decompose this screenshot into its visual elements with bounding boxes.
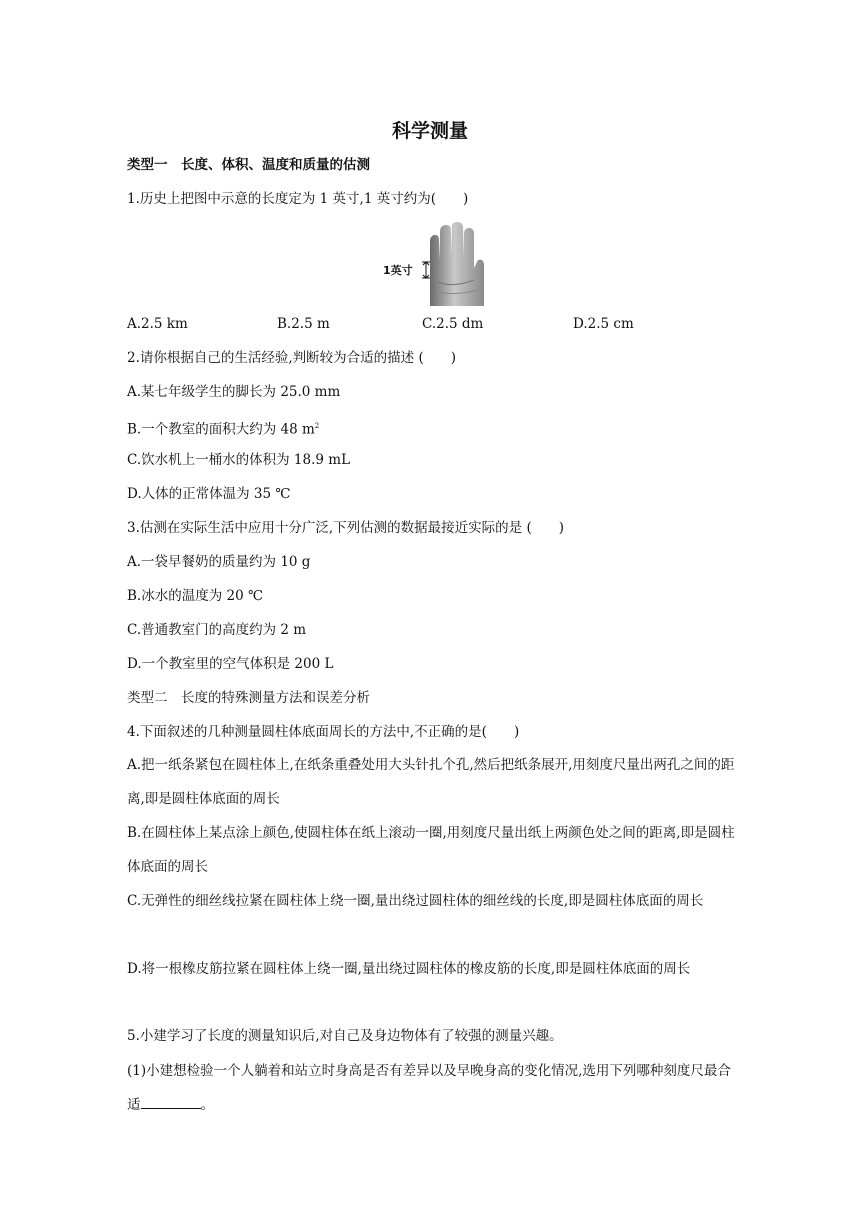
q4-option-d: D.将一根橡皮筋拉紧在圆柱体上绕一圈,量出绕过圆柱体的橡皮筋的长度,即是圆柱体底面的周长 xyxy=(127,961,691,977)
section-heading-1: 类型一 长度、体积、温度和质量的估测 xyxy=(127,157,370,173)
q5-sub1-text: (1)小建想检验一个人躺着和站立时身高是否有差异以及早晚身高的变化情况,选用下列哪种刻度尺最合适 xyxy=(127,1063,731,1113)
figure-label-1-inch: 1英寸 xyxy=(383,264,413,277)
question-5-stem: 5.小建学习了长度的测量知识后,对自己及身边物体有了较强的测量兴趣。 xyxy=(127,1028,563,1044)
q3-option-c: C.普通教室门的高度约为 2 m xyxy=(127,622,307,638)
q1-option-d: D.2.5 cm xyxy=(573,316,634,332)
section-heading-2: 类型二 长度的特殊测量方法和误差分析 xyxy=(127,690,370,706)
q3-option-d: D.一个教室里的空气体积是 200 L xyxy=(127,656,334,672)
page-title: 科学测量 xyxy=(391,120,468,142)
q3-option-a: A.一袋早餐奶的质量约为 10 g xyxy=(127,554,311,570)
question-2-stem: 2.请你根据自己的生活经验,判断较为合适的描述 ( ) xyxy=(127,350,456,366)
question-4-stem: 4.下面叙述的几种测量圆柱体底面周长的方法中,不正确的是( ) xyxy=(127,724,520,740)
q4-option-c: C.无弹性的细丝线拉紧在圆柱体上绕一圈,量出绕过圆柱体的细丝线的长度,即是圆柱体底面的周长 xyxy=(127,893,704,909)
q2-option-a: A.某七年级学生的脚长为 25.0 mm xyxy=(127,384,341,400)
q2-option-b xyxy=(127,417,319,439)
q2-option-b-text: B.一个教室的面积大约为 48 m xyxy=(127,421,315,438)
q4-option-b: B.在圆柱体上某点涂上颜色,使圆柱体在纸上滚动一圈,用刻度尺量出纸上两颜色处之间的距离,即是圆柱体底面的周长 xyxy=(127,825,735,875)
q1-option-a: A.2.5 km xyxy=(127,316,188,332)
q2-option-c: C.饮水机上一桶水的体积为 18.9 mL xyxy=(127,452,351,468)
question-3-stem: 3.估测在实际生活中应用十分广泛,下列估测的数据最接近实际的是 ( ) xyxy=(127,520,564,536)
superscript-2: 2 xyxy=(314,422,320,430)
q4-option-a: A.把一纸条紧包在圆柱体上,在纸条重叠处用大头针扎个孔,然后把纸条展开,用刻度尺量出两孔之间的距离,即是圆柱体底面的周长 xyxy=(127,757,735,807)
q3-option-b: B.冰水的温度为 20 ℃ xyxy=(127,588,264,604)
q1-option-b: B.2.5 m xyxy=(277,316,330,332)
answer-blank[interactable] xyxy=(141,1094,201,1109)
q2-option-d: D.人体的正常体温为 35 ℃ xyxy=(127,486,291,502)
question-1-stem: 1.历史上把图中示意的长度定为 1 英寸,1 英寸约为( ) xyxy=(127,191,469,207)
q5-sub-question-1 xyxy=(127,1054,737,1122)
q5-sub1-end: 。 xyxy=(200,1097,214,1113)
q1-option-c: C.2.5 dm xyxy=(422,316,484,332)
